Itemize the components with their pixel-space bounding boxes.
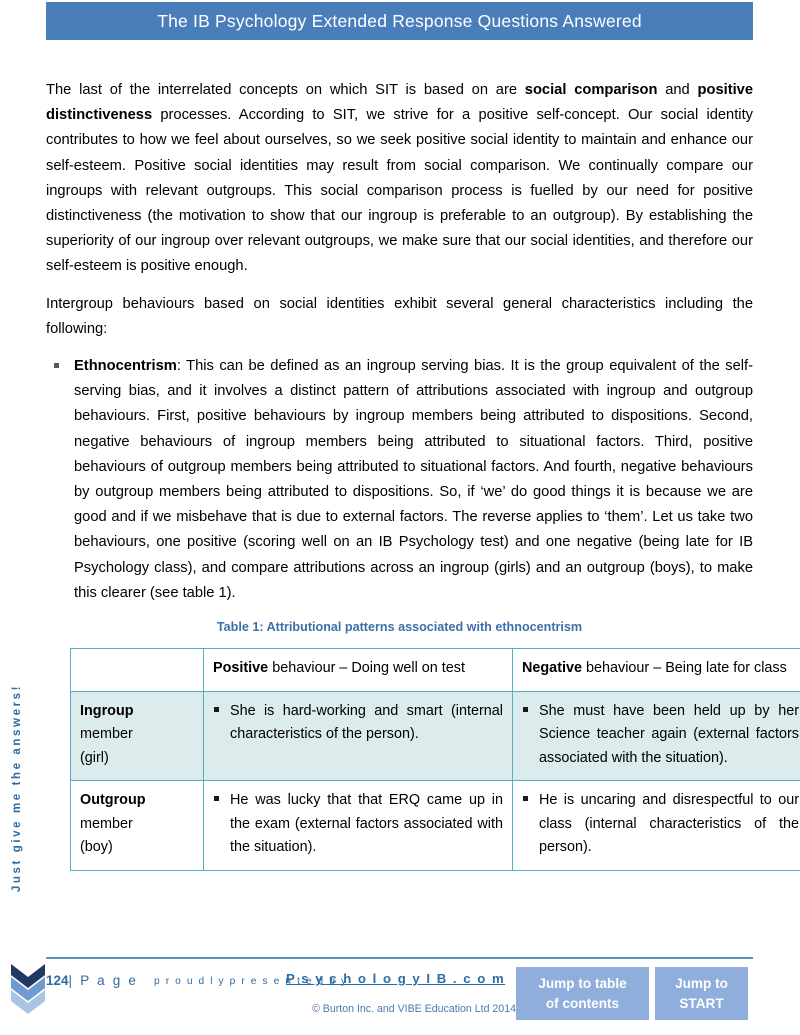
term-positive-distinctiveness: positive distinctiveness bbox=[46, 82, 754, 124]
bullet-term: Ethnocentrism bbox=[74, 358, 177, 375]
para1-mid: and bbox=[657, 82, 698, 98]
btn-toc-line1: Jump to table bbox=[538, 975, 627, 991]
cell-ingroup-positive bbox=[204, 691, 513, 781]
table-header-positive bbox=[204, 649, 513, 692]
copyright-notice: © Burton Inc. and VIBE Education Ltd 2014 bbox=[312, 1003, 516, 1015]
header-negative-strong: Negative bbox=[522, 660, 582, 676]
jump-to-table-of-contents-button[interactable] bbox=[516, 967, 649, 1020]
bullet-item-ethnocentrism bbox=[46, 354, 753, 606]
table-row bbox=[71, 781, 800, 871]
bullet-item-text bbox=[74, 354, 753, 606]
square-bullet-icon bbox=[54, 363, 59, 368]
row-label-line3: (boy) bbox=[80, 839, 113, 855]
table-caption: Table 1: Attributional patterns associated with ethnocentrism bbox=[216, 620, 583, 634]
btn-toc-line2: of contents bbox=[545, 995, 620, 1011]
cell-ingroup-negative bbox=[513, 691, 800, 781]
square-bullet-icon bbox=[523, 796, 528, 801]
table-header-row bbox=[71, 649, 800, 692]
row-label-line3: (girl) bbox=[80, 749, 109, 766]
chevron-down-stack-icon bbox=[9, 962, 49, 1014]
row-label-strong: Ingroup bbox=[80, 702, 134, 719]
page-title: The IB Psychology Extended Response Questions Answered bbox=[157, 10, 642, 31]
side-tab bbox=[0, 630, 34, 970]
page-number-value: 124 bbox=[46, 973, 69, 988]
attributional-patterns-table bbox=[70, 648, 800, 871]
side-tab-label: Just give me the answers! bbox=[11, 683, 23, 893]
cell-text: He was lucky that that ERQ came up in the exam (external factors associated with the situation). bbox=[230, 792, 503, 855]
header-negative-rest: behaviour – Being late for class bbox=[582, 660, 787, 676]
paragraph-1 bbox=[46, 78, 753, 280]
btn-start-line2: START bbox=[679, 995, 724, 1011]
proudly-presented-label: p r o u d l y p r e s e n t e d b y bbox=[154, 976, 348, 987]
row-label-line2: member bbox=[80, 815, 133, 832]
row-label-ingroup bbox=[71, 691, 204, 781]
jump-to-start-button[interactable] bbox=[655, 967, 748, 1020]
page-number-word: | P a g e bbox=[68, 973, 139, 988]
footer-divider bbox=[46, 957, 753, 959]
para1-post: processes. According to SIT, we strive for a positive self-concept. Our social identity contributes to how we feel about ourselves, so we seek positive social identity to maintain and enhance our self-esteem. Positive social identities may result from social comparison. We continually compare our ingroups with relevant outgroups. This social comparison process is fuelled by our need for positive distinctiveness (the motivation to show that our ingroup is preferable to an outgroup). By establishing the superiority of our ingroup over relevant outgroups, we make sure that our social identities, and therefore our self-esteem is positive enough. bbox=[46, 107, 753, 275]
document-body bbox=[46, 78, 753, 606]
term-social-comparison: social comparison bbox=[524, 82, 658, 98]
para1-pre: The last of the interrelated concepts on which SIT is based on are bbox=[46, 82, 525, 98]
page-number bbox=[46, 973, 138, 988]
cell-text: She must have been held up by her Science teacher again (external factors associated with the situation). bbox=[539, 702, 799, 766]
page-header-banner bbox=[46, 2, 753, 40]
cell-text: She is hard-working and smart (internal characteristics of the person). bbox=[230, 702, 503, 742]
header-positive-rest: behaviour – Doing well on test bbox=[268, 660, 465, 676]
table-corner-cell bbox=[71, 649, 204, 692]
psychologyib-link[interactable]: P s y c h o l o g y I B . c o m bbox=[286, 971, 506, 986]
paragraph-2: Intergroup behaviours based on social identities exhibit several general characteristics including the following: bbox=[46, 295, 753, 337]
square-bullet-icon bbox=[214, 796, 219, 801]
row-label-strong: Outgroup bbox=[80, 792, 146, 808]
table-row bbox=[71, 691, 800, 781]
cell-outgroup-positive bbox=[204, 781, 513, 871]
table-header-negative bbox=[513, 649, 800, 692]
row-label-outgroup bbox=[71, 781, 204, 871]
square-bullet-icon bbox=[523, 707, 528, 712]
row-label-line2: member bbox=[80, 726, 133, 742]
btn-start-line1: Jump to bbox=[675, 975, 728, 991]
square-bullet-icon bbox=[214, 707, 219, 712]
bullet-body: : This can be defined as an ingroup serving bias. It is the group equivalent of the self-serving bias, and it involves a distinct pattern of attributions associated with ingroup and outgroup behaviours. First, positive behaviours by ingroup members being attributed to dispositions. Second, negative behaviours of ingroup members being attributed to situational factors. Third, positive behaviours of outgroup members being attributed to situational factors. And fourth, negative behaviours by outgroup members being attributed to dispositions. So, if ‘we’ do good things it is because we are good and if we misbehave that is due to external factors. The reverse applies to ‘them’. Let us take two behaviours, one positive (scoring well on an IB Psychology test) and one negative (being late for IB Psychology class), and compare attributions across an ingroup (girls) and an outgroup (boys), to make this clearer (see table 1). bbox=[74, 358, 753, 601]
cell-text: He is uncaring and disrespectful to our class (internal characteristics of the person). bbox=[539, 792, 799, 855]
cell-outgroup-negative bbox=[513, 781, 800, 871]
header-positive-strong: Positive bbox=[213, 660, 269, 676]
page-footer bbox=[46, 965, 753, 1033]
